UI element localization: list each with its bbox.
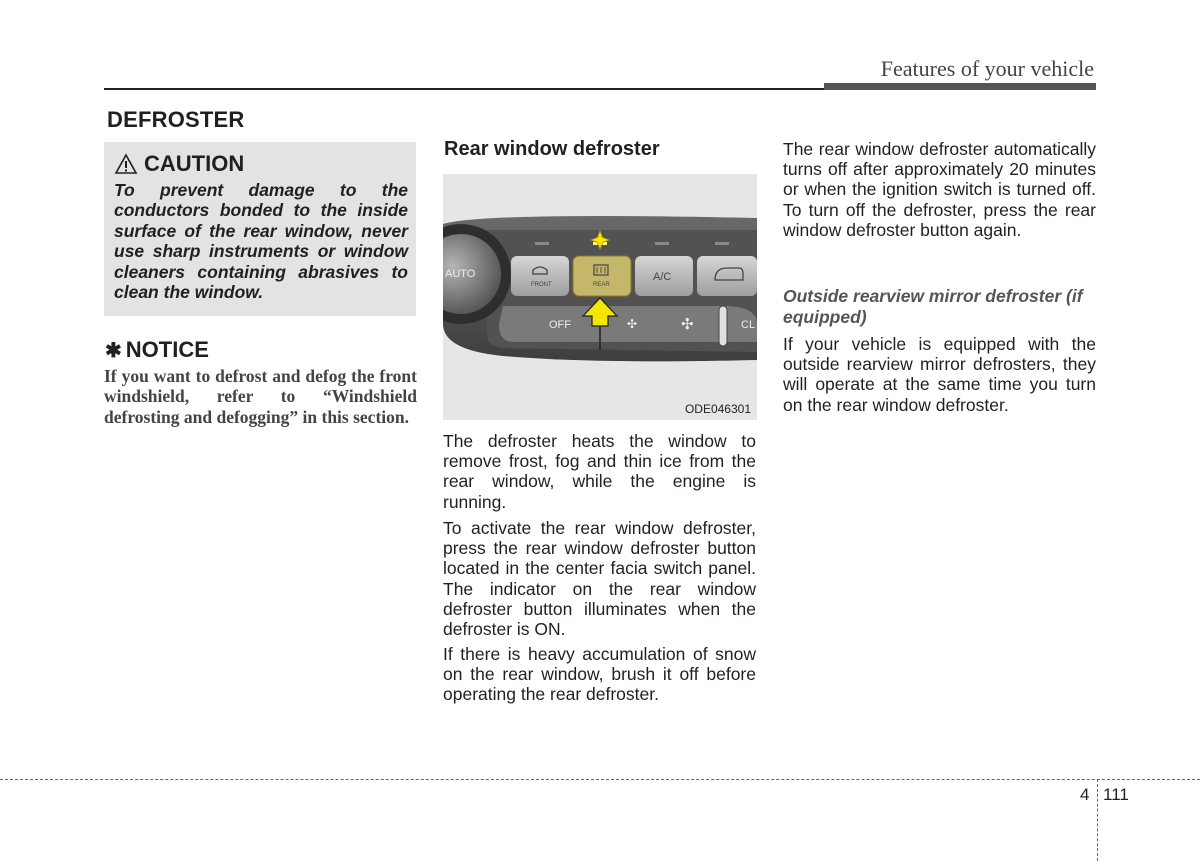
notice-text: If you want to defrost and defog the front windshield, refer to “Windshield defrosting and defogging” in this section. [104, 366, 417, 427]
figure-code: ODE046301 [684, 402, 751, 416]
paragraph-2: To activate the rear window defroster, press the rear window defroster button located in the center facia switch panel. The indicator on the rear window defroster button illuminates when the defroster is ON. [443, 518, 756, 640]
chapter-number: 4 [1080, 785, 1090, 804]
mirror-defroster-heading: Outside rearview mirror defroster (if equipped) [783, 286, 1083, 327]
rear-defroster-heading: Rear window defroster [444, 138, 660, 160]
rear-label: REAR [593, 282, 610, 288]
caution-heading [114, 151, 244, 177]
cl-label: CL [741, 319, 756, 331]
notice-heading [105, 337, 209, 363]
warning-triangle-icon [114, 153, 138, 175]
recirc-button [697, 256, 757, 296]
page-number: 111 [1103, 785, 1129, 804]
header-rule [104, 88, 824, 90]
ac-label: A/C [653, 271, 672, 283]
auto-label: AUTO [445, 268, 476, 280]
header-bar [824, 83, 1096, 90]
notice-label: NOTICE [125, 337, 209, 362]
mirror-defroster-text: If your vehicle is equipped with the outside rearview mirror defrosters, they will operate at the same time you turn on the rear window defroster. [783, 334, 1096, 415]
off-label: OFF [549, 319, 571, 331]
notice-star-icon: ✱ [105, 339, 122, 362]
caution-box [104, 142, 416, 316]
climate-panel-illustration [443, 174, 757, 420]
section-title: DEFROSTER [107, 107, 245, 132]
paragraph-1: The defroster heats the window to remove frost, fog and thin ice from the rear window, while the engine is running. [443, 431, 756, 512]
front-defrost-button [511, 256, 569, 296]
caution-label: CAUTION [144, 151, 245, 176]
indicator-dash [715, 242, 729, 245]
paragraph-3: If there is heavy accumulation of snow on the rear window, brush it off before operating the rear defroster. [443, 644, 756, 705]
footer-vertical-rule [1097, 779, 1098, 861]
indicator-dash [535, 242, 549, 245]
caution-text: To prevent damage to the conductors bonded to the inside surface of the rear window, never use sharp instruments or window cleaners containing abrasives to clean the window. [114, 180, 408, 303]
rear-defrost-button [573, 256, 631, 296]
temp-dial-slot [719, 306, 727, 346]
fan-high-icon: ✣ [681, 315, 694, 333]
footer-dashed-rule [0, 779, 1200, 780]
fan-low-icon: ✣ [627, 317, 638, 331]
auto-off-paragraph: The rear window defroster automatically turns off after approximately 20 minutes or when the ignition switch is turned off. To turn off the defroster, press the rear window defroster button again. [783, 139, 1096, 240]
front-label: FRONT [531, 282, 552, 288]
indicator-dash [655, 242, 669, 245]
climate-panel-figure [443, 174, 757, 420]
running-header: Features of your vehicle [880, 56, 1094, 81]
